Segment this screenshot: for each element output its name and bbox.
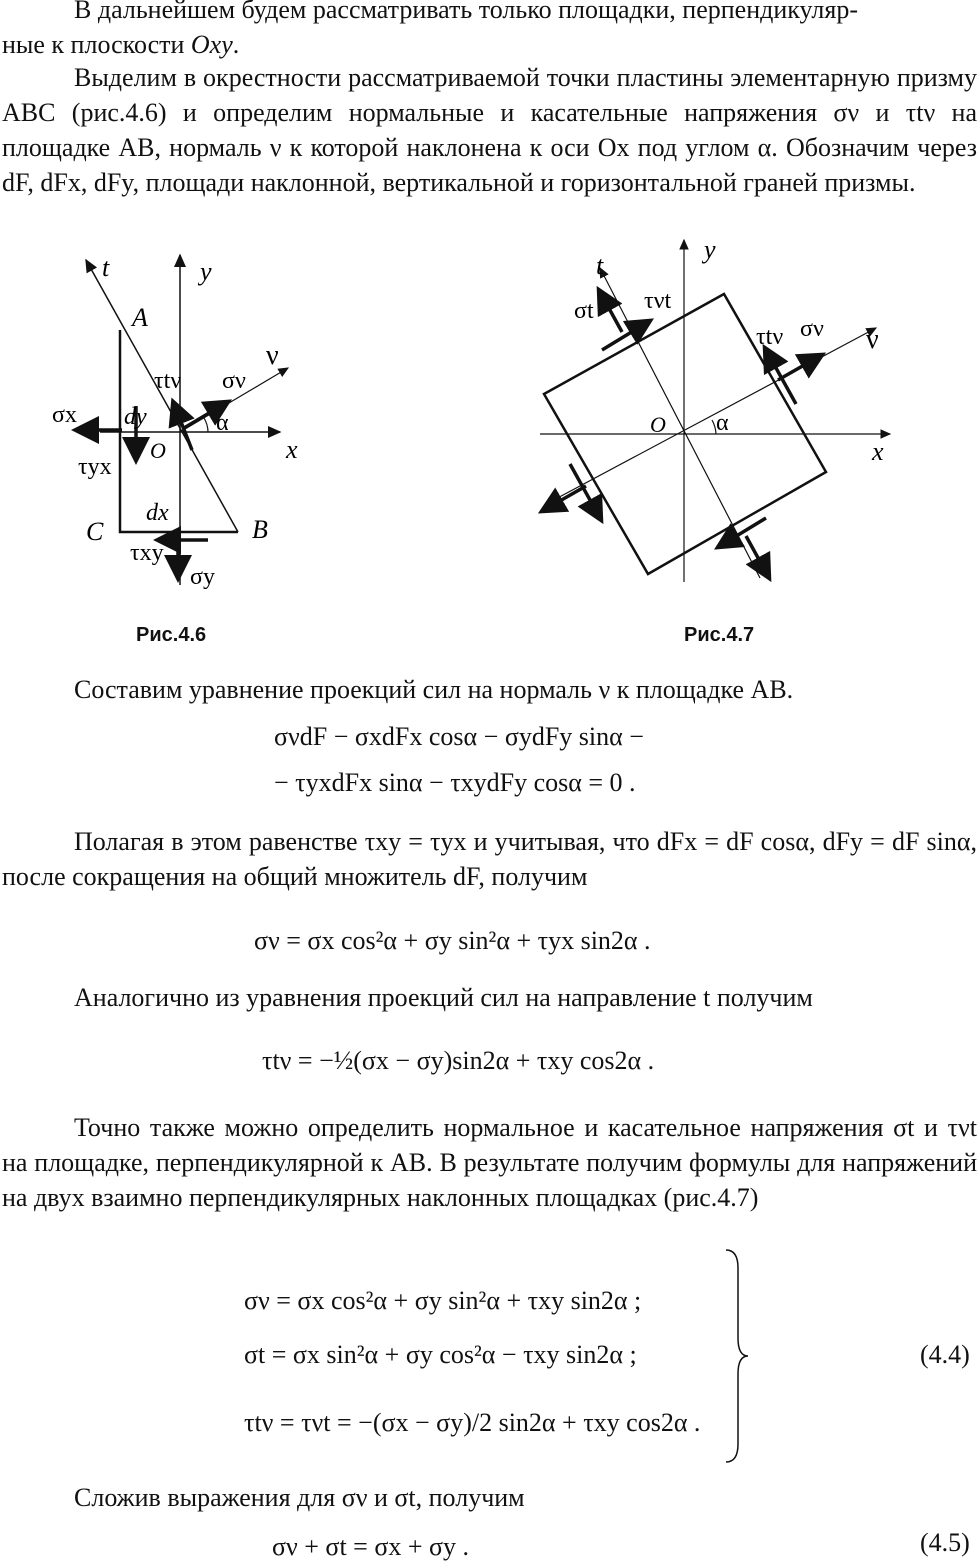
label-sigma-nu-47: σν bbox=[800, 316, 824, 342]
label-y: y bbox=[200, 257, 212, 286]
label-alpha-47: α bbox=[716, 410, 729, 436]
system-brace bbox=[724, 1248, 754, 1464]
label-x: x bbox=[286, 435, 298, 464]
label-t-47: t bbox=[596, 251, 604, 280]
label-alpha: α bbox=[216, 410, 229, 436]
label-nu: ν bbox=[266, 340, 279, 371]
paragraph-4: Полагая в этом равенстве τxy = τyx и учитывая, что dFx = dF cosα, dFy = dF sinα, после сокращения на общий множитель dF, получим bbox=[2, 827, 977, 891]
figure-4-7 bbox=[530, 232, 930, 592]
caption-fig-4-6: Рис.4.6 bbox=[136, 624, 207, 646]
equation-number-4-4: (4.4) bbox=[920, 1340, 970, 1369]
label-C: C bbox=[86, 517, 104, 546]
label-y-47: y bbox=[704, 235, 716, 264]
nu-axis-47 bbox=[550, 328, 876, 502]
label-sigma-x: σx bbox=[52, 402, 77, 428]
system-line-3: τtν = τνt = −(σx − σy)/2 sin2α + τxy cos2α . bbox=[244, 1408, 701, 1437]
label-sigma-nu: σν bbox=[222, 368, 246, 394]
label-A: A bbox=[132, 303, 148, 332]
label-tau-nut-47: τνt bbox=[644, 288, 672, 314]
system-line-2: σt = σx sin²α + σy cos²α − τxy sin2α ; bbox=[244, 1340, 637, 1369]
label-x-47: x bbox=[872, 437, 884, 466]
paragraph-6: Точно также можно определить нормальное и касательное напряжения σt и τνt на площадке, перпендикулярной к AB. В результате получим формулы для напряжений на двух взаимно перпендикулярных наклонных площадках (рис.4.7) bbox=[2, 1113, 977, 1212]
label-tau-tnu: τtν bbox=[154, 368, 182, 394]
sigma-nu-arrow-47-b bbox=[544, 486, 586, 510]
label-B: B bbox=[252, 515, 268, 544]
equation-1-line-2: − τyxdFx sinα − τxydFy cosα = 0 . bbox=[274, 768, 636, 797]
label-t: t bbox=[102, 253, 110, 282]
equation-number-4-5: (4.5) bbox=[920, 1528, 970, 1557]
label-O-47: O bbox=[650, 412, 666, 437]
label-tau-tnu-47: τtν bbox=[756, 324, 784, 350]
paragraph-1-line-1: В дальнейшем будем рассматривать только площадки, перпендикуляр- bbox=[74, 0, 858, 24]
equation-3: τtν = −½(σx − σy)sin2α + τxy cos2α . bbox=[262, 1046, 655, 1075]
alpha-arc bbox=[204, 418, 208, 432]
tau-nut-arrow-47-b bbox=[720, 518, 766, 546]
caption-fig-4-7: Рис.4.7 bbox=[684, 624, 755, 646]
paragraph-1 bbox=[2, 0, 977, 62]
label-O: O bbox=[150, 438, 166, 463]
equation-2: σν = σx cos²α + σy sin²α + τyx sin2α . bbox=[254, 926, 651, 955]
label-sigma-y: σy bbox=[190, 564, 215, 590]
tau-nut-arrow-47 bbox=[602, 322, 648, 350]
sigma-nu-arrow-47 bbox=[778, 356, 820, 380]
label-dy: dy bbox=[124, 404, 147, 430]
label-dx: dx bbox=[146, 500, 169, 526]
label-nu-47: ν bbox=[866, 324, 879, 355]
paragraph-1-line-2: ные к плоскости Oxy. bbox=[2, 30, 240, 59]
figure-4-6 bbox=[40, 240, 360, 600]
paragraph-3: Составим уравнение проекций сил на нормаль ν к площадке AB. bbox=[74, 675, 794, 704]
label-tau-xy: τxy bbox=[130, 540, 164, 566]
sigma-t-arrow-47 bbox=[600, 292, 622, 332]
t-axis bbox=[86, 260, 238, 532]
label-tau-yx: τyx bbox=[78, 454, 112, 480]
paragraph-7: Сложив выражения для σν и σt, получим bbox=[74, 1483, 525, 1512]
paragraph-2: Выделим в окрестности рассматриваемой точки пластины элементарную призму ABC (рис.4.6) и определим нормальные и касательные напряжения σν и τtν на площадке AB, нормаль ν к которой наклонена к оси Ox под углом α. Обозначим через dF, dFx, dFy, площади наклонной, вертикальной и горизонтальной граней призмы. bbox=[2, 63, 977, 197]
equation-4-5: σν + σt = σx + σy . bbox=[272, 1532, 470, 1561]
label-sigma-t-47: σt bbox=[574, 298, 594, 324]
system-line-1: σν = σx cos²α + σy sin²α + τxy sin2α ; bbox=[244, 1286, 642, 1315]
equation-1-line-1: σνdF − σxdFx cosα − σydFy sinα − bbox=[274, 722, 644, 751]
paragraph-5: Аналогично из уравнения проекций сил на направление t получим bbox=[74, 983, 813, 1012]
